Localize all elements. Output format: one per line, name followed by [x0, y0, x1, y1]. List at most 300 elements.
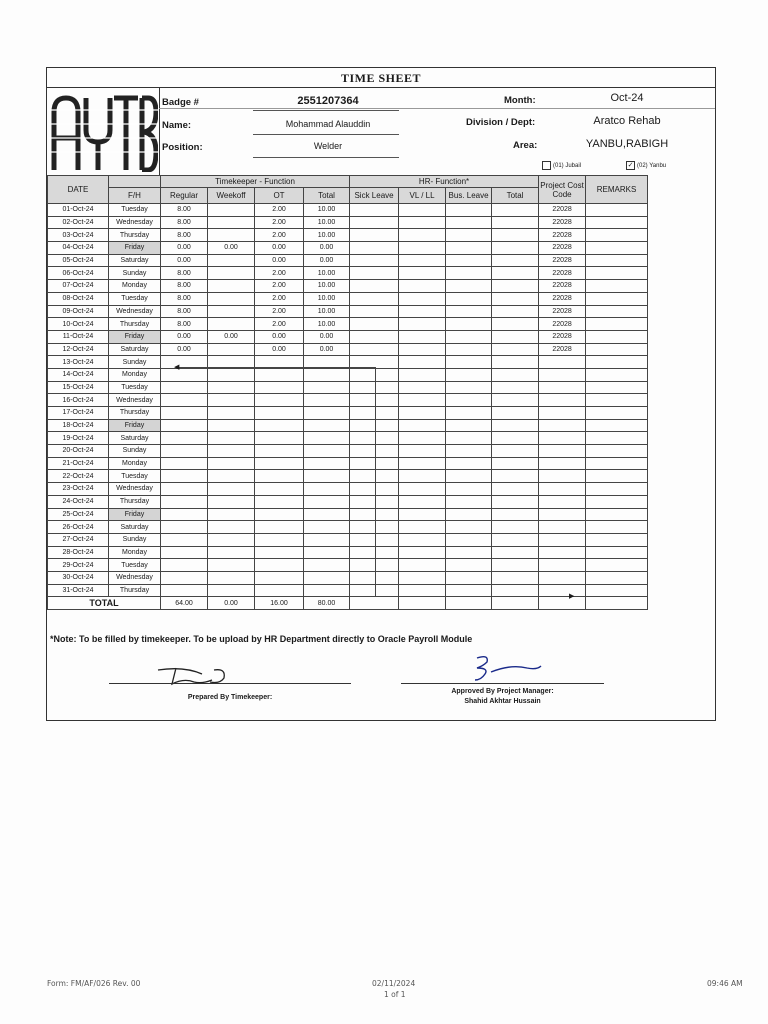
total-cell: 0.00: [304, 254, 350, 267]
date-cell: 03-Oct-24: [48, 229, 109, 242]
day-cell: Tuesday: [109, 470, 161, 483]
bus-leave-cell: [446, 229, 492, 242]
hr-total-cell: [492, 407, 539, 420]
total-cell: [304, 419, 350, 432]
remarks-cell: [586, 216, 648, 229]
table-row: [48, 204, 766, 217]
table-row: [48, 280, 766, 293]
position-value: Welder: [313, 141, 343, 151]
table-row: [48, 584, 766, 597]
day-cell: Tuesday: [109, 559, 161, 572]
remarks-cell: [586, 584, 648, 597]
day-cell: Wednesday: [109, 394, 161, 407]
hr-total-cell: [492, 318, 539, 331]
hr-total-cell: [492, 267, 539, 280]
bus-leave-cell: [446, 204, 492, 217]
day-cell: Wednesday: [109, 571, 161, 584]
checkbox-checked-icon: ✓: [627, 162, 634, 169]
ot-cell: 2.00: [255, 216, 304, 229]
project-code-cell: [539, 457, 586, 470]
table-row: [48, 495, 766, 508]
sheet-title: TIME SHEET: [47, 68, 715, 88]
remarks-cell: [586, 356, 648, 369]
project-code-cell: [539, 356, 586, 369]
total-cell: 10.00: [304, 280, 350, 293]
vl-ll-cell: [399, 432, 446, 445]
project-code-cell: [539, 495, 586, 508]
footer-page: 1 of 1: [384, 990, 406, 999]
ot-cell: [255, 533, 304, 546]
hr-total-cell: [492, 508, 539, 521]
weekoff-cell: [208, 267, 255, 280]
vl-ll-cell: [399, 242, 446, 255]
table-row: [48, 533, 766, 546]
bus-leave-cell: [446, 559, 492, 572]
regular-cell: 0.00: [161, 343, 208, 356]
vl-ll-cell: [399, 254, 446, 267]
regular-cell: 0.00: [161, 330, 208, 343]
bus-leave-cell: [446, 508, 492, 521]
date-cell: 13-Oct-24: [48, 356, 109, 369]
vl-ll-cell: [399, 292, 446, 305]
bus-leave-cell: [446, 318, 492, 331]
regular-cell: [161, 457, 208, 470]
totals-regular: 64.00: [161, 597, 208, 610]
vl-ll-cell: [399, 318, 446, 331]
total-cell: [304, 368, 350, 381]
table-row: [48, 305, 766, 318]
vl-ll-header: VL / LL: [399, 188, 446, 204]
project-code-cell: 22028: [539, 229, 586, 242]
manager-signature: [467, 652, 547, 686]
hr-total-cell: [492, 495, 539, 508]
bus-leave-cell: [446, 419, 492, 432]
total-cell: 10.00: [304, 216, 350, 229]
day-cell: Thursday: [109, 229, 161, 242]
day-cell: Friday: [109, 508, 161, 521]
ot-cell: [255, 483, 304, 496]
regular-cell: 8.00: [161, 216, 208, 229]
weekoff-cell: [208, 546, 255, 559]
date-cell: 30-Oct-24: [48, 571, 109, 584]
total-cell: 10.00: [304, 305, 350, 318]
ot-cell: [255, 470, 304, 483]
project-cost-code-header: Project Cost Code: [539, 176, 586, 204]
prepared-by-label: Prepared By Timekeeper:: [187, 694, 273, 701]
bus-leave-cell: [446, 330, 492, 343]
project-code-cell: 22028: [539, 330, 586, 343]
day-cell: Friday: [109, 242, 161, 255]
regular-cell: 8.00: [161, 305, 208, 318]
ot-cell: [255, 419, 304, 432]
bus-leave-header: Bus. Leave: [446, 188, 492, 204]
ot-cell: 2.00: [255, 292, 304, 305]
ot-cell: [255, 407, 304, 420]
date-cell: 05-Oct-24: [48, 254, 109, 267]
total-cell: 10.00: [304, 292, 350, 305]
date-cell: 10-Oct-24: [48, 318, 109, 331]
regular-cell: [161, 559, 208, 572]
total-cell: [304, 432, 350, 445]
weekoff-cell: 0.00: [208, 242, 255, 255]
regular-header: Regular: [161, 188, 208, 204]
hr-total-cell: [492, 445, 539, 458]
vl-ll-cell: [399, 343, 446, 356]
total-cell: [304, 495, 350, 508]
sick-leave-header: Sick Leave: [350, 188, 399, 204]
totals-label: TOTAL: [48, 597, 161, 610]
remarks-cell: [586, 305, 648, 318]
weekoff-cell: [208, 381, 255, 394]
area-option-jubail[interactable]: (01) Jubail: [542, 161, 581, 170]
remarks-cell: [586, 343, 648, 356]
hr-total-cell: [492, 356, 539, 369]
total-cell: 0.00: [304, 330, 350, 343]
table-row: [48, 445, 766, 458]
hr-total-cell: [492, 483, 539, 496]
ot-cell: 0.00: [255, 343, 304, 356]
project-code-cell: [539, 521, 586, 534]
date-cell: 31-Oct-24: [48, 584, 109, 597]
table-row: [48, 254, 766, 267]
table-row: [48, 368, 766, 381]
hr-total-cell: [492, 305, 539, 318]
day-cell: Sunday: [109, 356, 161, 369]
weekoff-cell: [208, 457, 255, 470]
division-value: Aratco Rehab: [593, 115, 661, 127]
regular-cell: 8.00: [161, 229, 208, 242]
timesheet-table: [47, 175, 766, 610]
date-cell: 23-Oct-24: [48, 483, 109, 496]
table-row: [48, 343, 766, 356]
hr-total-cell: [492, 381, 539, 394]
weekoff-cell: [208, 445, 255, 458]
remarks-cell: [586, 280, 648, 293]
bus-leave-cell: [446, 381, 492, 394]
sick-leave-cell: [350, 229, 399, 242]
remarks-cell: [586, 432, 648, 445]
vl-ll-cell: [399, 445, 446, 458]
day-cell: Sunday: [109, 267, 161, 280]
sick-leave-cell: [350, 343, 399, 356]
bus-leave-cell: [446, 292, 492, 305]
total-cell: [304, 457, 350, 470]
hr-total-cell: [492, 584, 539, 597]
hr-group-header: HR- Function*: [350, 176, 539, 188]
table-row: [48, 483, 766, 496]
weekoff-cell: [208, 584, 255, 597]
day-cell: Sunday: [109, 445, 161, 458]
total-cell: [304, 559, 350, 572]
total-cell: [304, 394, 350, 407]
date-header: DATE: [48, 176, 109, 204]
weekoff-cell: [208, 521, 255, 534]
sick-leave-cell: [350, 318, 399, 331]
table-row: [48, 292, 766, 305]
table-row: [48, 216, 766, 229]
ot-header: OT: [255, 188, 304, 204]
total-cell: [304, 571, 350, 584]
project-code-cell: [539, 533, 586, 546]
ot-cell: [255, 521, 304, 534]
remarks-cell: [586, 254, 648, 267]
vl-ll-cell: [399, 508, 446, 521]
footer-time: 09:46 AM: [707, 979, 743, 988]
regular-cell: 8.00: [161, 292, 208, 305]
ot-cell: [255, 559, 304, 572]
bus-leave-cell: [446, 267, 492, 280]
ot-cell: [255, 571, 304, 584]
bus-leave-cell: [446, 546, 492, 559]
day-cell: Monday: [109, 457, 161, 470]
fh-header: F/H: [109, 188, 161, 204]
vl-ll-cell: [399, 381, 446, 394]
total-cell: 10.00: [304, 318, 350, 331]
ot-cell: 2.00: [255, 280, 304, 293]
ot-cell: [255, 394, 304, 407]
strike-line-bottom: [375, 596, 571, 597]
project-code-cell: [539, 571, 586, 584]
remarks-cell: [586, 204, 648, 217]
day-cell: Monday: [109, 368, 161, 381]
sick-leave-cell: [350, 216, 399, 229]
sick-leave-cell: [350, 254, 399, 267]
date-cell: 27-Oct-24: [48, 533, 109, 546]
ot-cell: [255, 445, 304, 458]
sick-leave-cell: [350, 267, 399, 280]
project-code-cell: [539, 432, 586, 445]
remarks-cell: [586, 470, 648, 483]
weekoff-cell: [208, 292, 255, 305]
hr-total-cell: [492, 292, 539, 305]
project-code-cell: 22028: [539, 267, 586, 280]
total-cell: [304, 521, 350, 534]
vl-ll-cell: [399, 356, 446, 369]
table-row: [48, 508, 766, 521]
day-cell: Monday: [109, 280, 161, 293]
date-cell: 25-Oct-24: [48, 508, 109, 521]
bus-leave-cell: [446, 521, 492, 534]
vl-ll-cell: [399, 267, 446, 280]
arrow-left-icon: ◀: [174, 364, 180, 371]
totals-total: 80.00: [304, 597, 350, 610]
ot-cell: [255, 495, 304, 508]
date-cell: 29-Oct-24: [48, 559, 109, 572]
remarks-cell: [586, 242, 648, 255]
hr-total-cell: [492, 204, 539, 217]
project-code-cell: [539, 368, 586, 381]
totals-row: [48, 597, 766, 610]
remarks-cell: [586, 457, 648, 470]
date-cell: 02-Oct-24: [48, 216, 109, 229]
approved-by-name: Shahid Akhtar Hussain: [464, 698, 541, 705]
weekoff-cell: [208, 305, 255, 318]
regular-cell: [161, 571, 208, 584]
weekoff-header: Weekoff: [208, 188, 255, 204]
weekoff-cell: [208, 571, 255, 584]
project-code-cell: 22028: [539, 242, 586, 255]
table-row: [48, 559, 766, 572]
day-cell: Thursday: [109, 318, 161, 331]
strike-line-vertical: [375, 367, 376, 597]
remarks-cell: [586, 318, 648, 331]
regular-cell: [161, 533, 208, 546]
name-value: Mohammad Alauddin: [285, 119, 371, 129]
weekoff-cell: [208, 533, 255, 546]
total-cell: 0.00: [304, 242, 350, 255]
hr-total-cell: [492, 343, 539, 356]
bus-leave-cell: [446, 584, 492, 597]
table-row: [48, 356, 766, 369]
project-code-cell: [539, 559, 586, 572]
month-label: Month:: [504, 95, 536, 106]
area-value: YANBU,RABIGH: [585, 138, 669, 150]
remarks-cell: [586, 445, 648, 458]
bus-leave-cell: [446, 470, 492, 483]
remarks-cell: [586, 483, 648, 496]
remarks-cell: [586, 381, 648, 394]
total-cell: [304, 407, 350, 420]
sick-leave-cell: [350, 292, 399, 305]
regular-cell: [161, 381, 208, 394]
hr-total-cell: [492, 559, 539, 572]
sick-leave-cell: [350, 242, 399, 255]
regular-cell: [161, 546, 208, 559]
weekoff-cell: [208, 394, 255, 407]
totals-weekoff: 0.00: [208, 597, 255, 610]
day-cell: Saturday: [109, 432, 161, 445]
day-cell: Tuesday: [109, 204, 161, 217]
total-cell: 10.00: [304, 229, 350, 242]
name-label: Name:: [162, 120, 192, 131]
table-row: [48, 330, 766, 343]
weekoff-cell: [208, 483, 255, 496]
ot-cell: [255, 457, 304, 470]
hr-total-cell: [492, 330, 539, 343]
ot-cell: 2.00: [255, 229, 304, 242]
total-cell: [304, 546, 350, 559]
table-row: [48, 229, 766, 242]
date-cell: 22-Oct-24: [48, 470, 109, 483]
table-row: [48, 242, 766, 255]
weekoff-cell: [208, 432, 255, 445]
total-cell: 10.00: [304, 267, 350, 280]
regular-cell: [161, 445, 208, 458]
area-option-yanbu[interactable]: ✓ (02) Yanbu: [627, 162, 667, 169]
sick-leave-cell: [350, 330, 399, 343]
strike-line-top: [177, 367, 375, 368]
date-cell: 09-Oct-24: [48, 305, 109, 318]
table-row: [48, 571, 766, 584]
day-cell: Friday: [109, 419, 161, 432]
vl-ll-cell: [399, 571, 446, 584]
bus-leave-cell: [446, 394, 492, 407]
bus-leave-cell: [446, 432, 492, 445]
date-cell: 26-Oct-24: [48, 521, 109, 534]
ot-cell: [255, 584, 304, 597]
sick-leave-cell: [350, 280, 399, 293]
ot-cell: 0.00: [255, 330, 304, 343]
day-cell: Saturday: [109, 254, 161, 267]
ot-cell: 0.00: [255, 254, 304, 267]
remarks-cell: [586, 394, 648, 407]
project-code-cell: [539, 394, 586, 407]
hr-total-header: Total: [492, 188, 539, 204]
weekoff-cell: [208, 419, 255, 432]
bus-leave-cell: [446, 254, 492, 267]
vl-ll-cell: [399, 216, 446, 229]
regular-cell: 0.00: [161, 254, 208, 267]
sick-leave-cell: [350, 305, 399, 318]
day-cell: Monday: [109, 546, 161, 559]
day-cell: Tuesday: [109, 292, 161, 305]
hr-total-cell: [492, 242, 539, 255]
regular-cell: 8.00: [161, 204, 208, 217]
arrow-right-icon: ▶: [569, 593, 575, 600]
hr-total-cell: [492, 229, 539, 242]
total-cell: 0.00: [304, 343, 350, 356]
date-cell: 18-Oct-24: [48, 419, 109, 432]
remarks-cell: [586, 571, 648, 584]
table-row: [48, 381, 766, 394]
checkbox-icon: [542, 161, 551, 170]
vl-ll-cell: [399, 559, 446, 572]
day-cell: Saturday: [109, 521, 161, 534]
table-row: [48, 432, 766, 445]
date-cell: 11-Oct-24: [48, 330, 109, 343]
remarks-cell: [586, 521, 648, 534]
weekoff-cell: [208, 508, 255, 521]
remarks-cell: [586, 368, 648, 381]
regular-cell: 8.00: [161, 280, 208, 293]
project-code-cell: 22028: [539, 292, 586, 305]
footer-form-number: Form: FM/AF/026 Rev. 00: [47, 979, 141, 988]
regular-cell: [161, 394, 208, 407]
vl-ll-cell: [399, 407, 446, 420]
day-cell: Wednesday: [109, 305, 161, 318]
bus-leave-cell: [446, 533, 492, 546]
date-cell: 16-Oct-24: [48, 394, 109, 407]
vl-ll-cell: [399, 204, 446, 217]
ot-cell: 2.00: [255, 204, 304, 217]
vl-ll-cell: [399, 330, 446, 343]
remarks-cell: [586, 229, 648, 242]
remarks-cell: [586, 407, 648, 420]
vl-ll-cell: [399, 533, 446, 546]
approved-by-label: Approved By Project Manager:: [451, 688, 554, 695]
vl-ll-cell: [399, 280, 446, 293]
area-label: Area:: [513, 140, 538, 151]
hr-total-cell: [492, 394, 539, 407]
table-row: [48, 394, 766, 407]
division-label: Division / Dept:: [466, 117, 536, 128]
regular-cell: 0.00: [161, 242, 208, 255]
total-cell: 10.00: [304, 204, 350, 217]
project-code-cell: [539, 419, 586, 432]
project-code-cell: 22028: [539, 318, 586, 331]
remarks-header: REMARKS: [586, 176, 648, 204]
day-cell: Thursday: [109, 584, 161, 597]
ot-cell: 2.00: [255, 318, 304, 331]
hr-total-cell: [492, 457, 539, 470]
project-code-cell: 22028: [539, 343, 586, 356]
vl-ll-cell: [399, 229, 446, 242]
ot-cell: [255, 368, 304, 381]
weekoff-cell: [208, 254, 255, 267]
date-cell: 28-Oct-24: [48, 546, 109, 559]
company-logo: [48, 90, 158, 172]
hr-total-cell: [492, 280, 539, 293]
